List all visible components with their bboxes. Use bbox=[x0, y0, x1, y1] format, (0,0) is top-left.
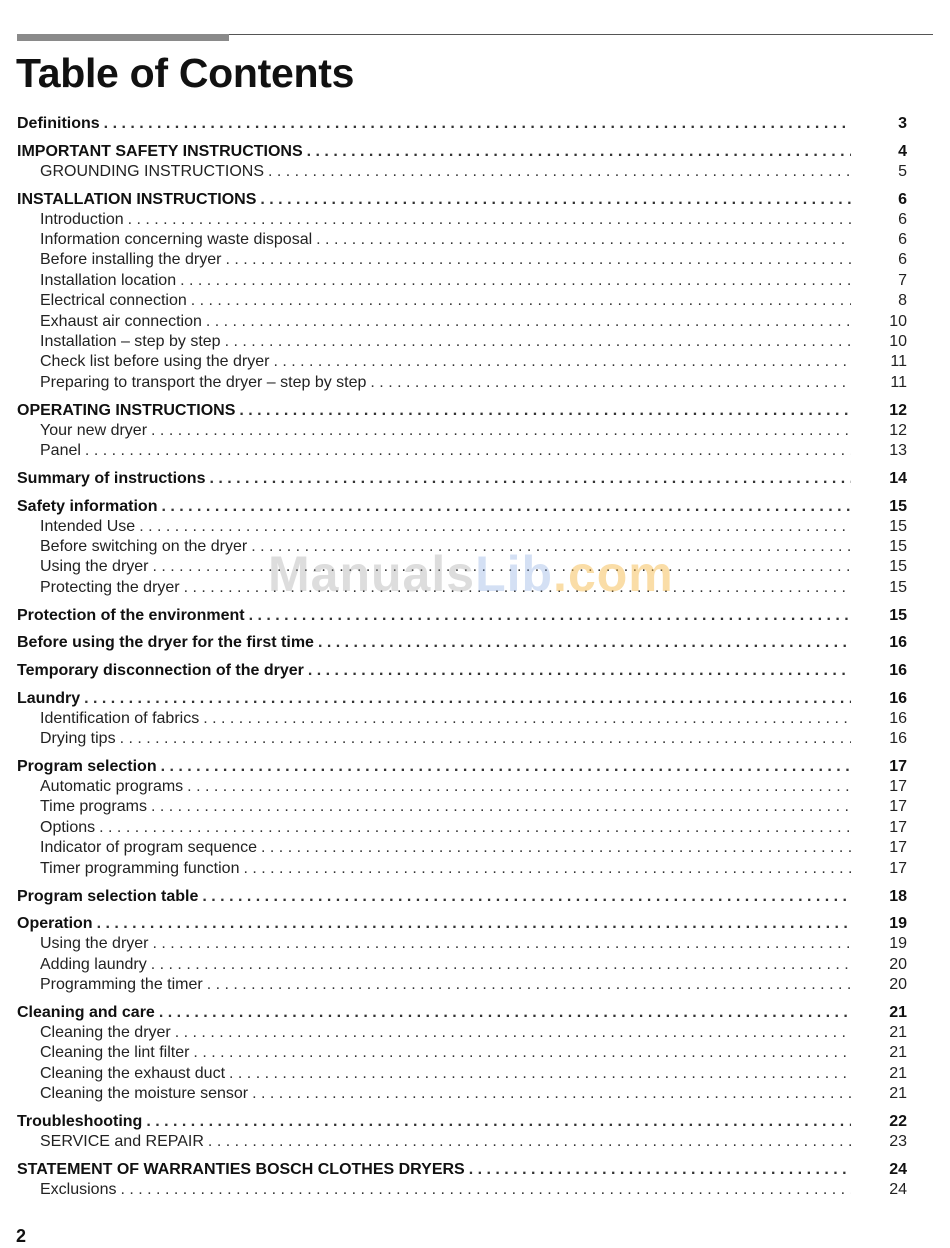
dot-leader bbox=[260, 189, 851, 210]
dot-leader bbox=[308, 660, 851, 681]
dot-leader bbox=[307, 141, 851, 162]
toc-subentry[interactable] bbox=[17, 729, 907, 749]
toc-entry-page: 24 bbox=[889, 1161, 907, 1179]
dot-leader bbox=[128, 210, 851, 230]
toc-section bbox=[17, 1111, 907, 1152]
toc-entry-label: Indicator of program sequence bbox=[40, 839, 258, 857]
toc-entry[interactable] bbox=[17, 660, 907, 681]
dot-leader bbox=[249, 605, 851, 626]
toc-entry-label: Program selection table bbox=[17, 887, 199, 905]
toc-entry-page: 15 bbox=[889, 538, 907, 556]
toc-entry-page: 10 bbox=[889, 332, 907, 350]
toc-subentry[interactable] bbox=[17, 352, 907, 372]
toc-entry-label: Installation location bbox=[40, 271, 177, 289]
toc-entry-label: GROUNDING INSTRUCTIONS bbox=[40, 162, 264, 180]
toc-section bbox=[17, 141, 907, 182]
dot-leader bbox=[161, 756, 851, 777]
dot-leader bbox=[243, 859, 851, 879]
toc-entry-label: Summary of instructions bbox=[17, 470, 206, 488]
toc-subentry[interactable] bbox=[17, 291, 907, 311]
toc-section bbox=[17, 756, 907, 879]
toc-entry-label: SERVICE and REPAIR bbox=[40, 1133, 204, 1151]
toc-entry-label: Panel bbox=[40, 442, 81, 460]
toc-subentry[interactable] bbox=[17, 312, 907, 332]
toc-entry-page: 16 bbox=[889, 634, 907, 652]
toc-entry-label: Cleaning the exhaust duct bbox=[40, 1064, 226, 1082]
toc-entry-label: Before switching on the dryer bbox=[40, 538, 248, 556]
dot-leader bbox=[104, 113, 851, 134]
toc-entry-page: 21 bbox=[889, 1023, 907, 1041]
toc-subentry[interactable] bbox=[17, 250, 907, 270]
dot-leader bbox=[273, 352, 851, 372]
dot-leader bbox=[207, 975, 851, 995]
dot-leader bbox=[203, 709, 851, 729]
toc-entry-page: 6 bbox=[898, 230, 907, 248]
toc-subentry[interactable] bbox=[17, 271, 907, 291]
toc-entry-page: 15 bbox=[889, 578, 907, 596]
toc-entry-label: Preparing to transport the dryer – step by step bbox=[40, 373, 367, 391]
toc-entry-label: Check list before using the dryer bbox=[40, 353, 270, 371]
toc-entry-label: Using the dryer bbox=[40, 935, 149, 953]
toc-entry-page: 18 bbox=[889, 887, 907, 905]
dot-leader bbox=[208, 1132, 851, 1152]
toc-entry-page: 16 bbox=[889, 689, 907, 707]
toc-section bbox=[17, 913, 907, 995]
toc-subentry[interactable] bbox=[17, 797, 907, 817]
watermark-part-2: Lib bbox=[475, 546, 554, 602]
toc-entry-label: Timer programming function bbox=[40, 859, 240, 877]
toc-subentry[interactable] bbox=[17, 210, 907, 230]
dot-leader bbox=[175, 1023, 851, 1043]
toc-entry-label: Identification of fabrics bbox=[40, 709, 200, 727]
toc-entry[interactable] bbox=[17, 688, 907, 709]
toc-entry[interactable] bbox=[17, 113, 907, 134]
toc-entry-page: 12 bbox=[889, 401, 907, 419]
toc-entry-label: Using the dryer bbox=[40, 558, 149, 576]
toc-entry-page: 17 bbox=[889, 818, 907, 836]
toc-entry[interactable] bbox=[17, 400, 907, 421]
watermark-part-1: Manuals bbox=[268, 546, 476, 602]
dot-leader bbox=[206, 312, 851, 332]
toc-entry-page: 21 bbox=[889, 1064, 907, 1082]
toc-subentry[interactable] bbox=[17, 838, 907, 858]
toc-subentry[interactable] bbox=[17, 332, 907, 352]
toc-subentry[interactable] bbox=[17, 578, 907, 598]
toc-entry-label: Protecting the dryer bbox=[40, 578, 180, 596]
toc-entry-label: Installation – step by step bbox=[40, 332, 221, 350]
toc-entry-label: Adding laundry bbox=[40, 955, 147, 973]
toc-entry-page: 21 bbox=[889, 1003, 907, 1021]
toc-entry-label: OPERATING INSTRUCTIONS bbox=[17, 401, 236, 419]
toc-entry-page: 20 bbox=[889, 975, 907, 993]
page-title: Table of Contents bbox=[16, 50, 355, 96]
toc-section bbox=[17, 468, 907, 489]
toc-entry-page: 5 bbox=[898, 162, 907, 180]
dot-leader bbox=[225, 332, 851, 352]
dot-leader bbox=[318, 632, 851, 653]
dot-leader bbox=[180, 271, 851, 291]
dot-leader bbox=[184, 578, 851, 598]
toc-subentry[interactable] bbox=[17, 709, 907, 729]
toc-subentry[interactable] bbox=[17, 373, 907, 393]
dot-leader bbox=[252, 1084, 851, 1104]
header-accent-bar bbox=[17, 34, 229, 41]
toc-entry-label: Your new dryer bbox=[40, 421, 148, 439]
toc-section bbox=[17, 632, 907, 653]
dot-leader bbox=[268, 162, 851, 182]
toc-entry-label: Program selection bbox=[17, 757, 157, 775]
toc-entry-label: Electrical connection bbox=[40, 292, 187, 310]
toc-entry-page: 3 bbox=[898, 115, 907, 132]
dot-leader bbox=[161, 496, 851, 517]
toc-entry-label: Definitions bbox=[17, 115, 100, 132]
dot-leader bbox=[120, 729, 851, 749]
toc-subentry[interactable] bbox=[17, 557, 907, 577]
toc-subentry[interactable] bbox=[17, 537, 907, 557]
toc-entry-page: 20 bbox=[889, 955, 907, 973]
toc-entry-label: Protection of the environment bbox=[17, 606, 245, 624]
toc-entry-page: 19 bbox=[889, 915, 907, 933]
toc-section bbox=[17, 660, 907, 681]
toc-entry-page: 6 bbox=[898, 210, 907, 228]
table-of-contents bbox=[17, 113, 907, 1207]
toc-entry-page: 15 bbox=[889, 497, 907, 515]
toc-section bbox=[17, 605, 907, 626]
dot-leader bbox=[261, 838, 851, 858]
toc-entry-label: Exclusions bbox=[40, 1181, 117, 1199]
toc-entry-page: 16 bbox=[889, 729, 907, 747]
dot-leader bbox=[469, 1159, 851, 1180]
toc-section bbox=[17, 496, 907, 599]
toc-entry-page: 17 bbox=[889, 757, 907, 775]
toc-section bbox=[17, 189, 907, 394]
toc-entry[interactable] bbox=[17, 756, 907, 777]
toc-entry-page: 22 bbox=[889, 1113, 907, 1131]
dot-leader bbox=[139, 517, 851, 537]
dot-leader bbox=[153, 934, 852, 954]
dot-leader bbox=[146, 1111, 851, 1132]
toc-subentry[interactable] bbox=[17, 230, 907, 250]
page-number: 2 bbox=[16, 1226, 27, 1246]
toc-entry-page: 12 bbox=[889, 421, 907, 439]
toc-entry-label: Temporary disconnection of the dryer bbox=[17, 662, 304, 679]
toc-subentry[interactable] bbox=[17, 934, 907, 954]
toc-section bbox=[17, 113, 907, 134]
toc-entry-label: Options bbox=[40, 818, 96, 836]
toc-entry-page: 6 bbox=[898, 190, 907, 208]
toc-entry-label: Cleaning and care bbox=[17, 1003, 155, 1021]
toc-section bbox=[17, 688, 907, 750]
dot-leader bbox=[187, 777, 851, 797]
dot-leader bbox=[239, 400, 851, 421]
toc-entry-page: 17 bbox=[889, 859, 907, 877]
dot-leader bbox=[99, 818, 851, 838]
toc-section bbox=[17, 1159, 907, 1200]
toc-entry-label: Before using the dryer for the first time bbox=[17, 634, 314, 652]
toc-entry-page: 23 bbox=[889, 1133, 907, 1151]
toc-entry-label: IMPORTANT SAFETY INSTRUCTIONS bbox=[17, 142, 303, 160]
toc-entry-label: Time programs bbox=[40, 798, 147, 816]
toc-entry-label: Exhaust air connection bbox=[40, 312, 202, 330]
toc-entry-label: Before installing the dryer bbox=[40, 251, 222, 269]
dot-leader bbox=[151, 955, 851, 975]
dot-leader bbox=[209, 468, 851, 489]
toc-entry-page: 14 bbox=[889, 470, 907, 488]
dot-leader bbox=[370, 373, 851, 393]
toc-entry[interactable] bbox=[17, 1159, 907, 1180]
toc-entry-label: Cleaning the moisture sensor bbox=[40, 1085, 249, 1103]
toc-subentry[interactable] bbox=[17, 955, 907, 975]
toc-subentry[interactable] bbox=[17, 421, 907, 441]
dot-leader bbox=[159, 1002, 851, 1023]
toc-entry[interactable] bbox=[17, 1111, 907, 1132]
toc-subentry[interactable] bbox=[17, 1043, 907, 1063]
toc-subentry[interactable] bbox=[17, 162, 907, 182]
dot-leader bbox=[202, 886, 851, 907]
toc-entry-label: STATEMENT OF WARRANTIES BOSCH CLOTHES DRYERS bbox=[17, 1161, 465, 1179]
dot-leader bbox=[151, 797, 851, 817]
dot-leader bbox=[84, 688, 851, 709]
dot-leader bbox=[316, 230, 851, 250]
toc-entry-label: Laundry bbox=[17, 689, 81, 707]
toc-entry-page: 16 bbox=[889, 662, 907, 679]
toc-entry-label: Information concerning waste disposal bbox=[40, 230, 313, 248]
toc-entry-page: 11 bbox=[890, 353, 907, 371]
toc-subentry[interactable] bbox=[17, 859, 907, 879]
toc-entry-page: 24 bbox=[889, 1181, 907, 1199]
toc-entry-page: 6 bbox=[898, 251, 907, 269]
toc-entry[interactable] bbox=[17, 189, 907, 210]
toc-entry-label: Drying tips bbox=[40, 729, 116, 747]
toc-section bbox=[17, 886, 907, 907]
toc-subentry[interactable] bbox=[17, 777, 907, 797]
dot-leader bbox=[120, 1180, 851, 1200]
toc-subentry[interactable] bbox=[17, 975, 907, 995]
toc-entry[interactable] bbox=[17, 632, 907, 653]
toc-entry-page: 21 bbox=[889, 1085, 907, 1103]
toc-entry[interactable] bbox=[17, 913, 907, 934]
toc-entry-page: 15 bbox=[889, 558, 907, 576]
toc-subentry[interactable] bbox=[17, 1064, 907, 1084]
toc-entry[interactable] bbox=[17, 141, 907, 162]
toc-subentry[interactable] bbox=[17, 441, 907, 461]
toc-entry[interactable] bbox=[17, 468, 907, 489]
toc-entry-page: 16 bbox=[889, 709, 907, 727]
toc-entry-page: 21 bbox=[889, 1044, 907, 1062]
toc-entry-page: 10 bbox=[889, 312, 907, 330]
toc-entry-label: Cleaning the dryer bbox=[40, 1023, 171, 1041]
toc-entry-label: Troubleshooting bbox=[17, 1113, 143, 1131]
toc-subentry[interactable] bbox=[17, 1084, 907, 1104]
toc-entry-page: 17 bbox=[889, 798, 907, 816]
toc-entry-page: 15 bbox=[889, 517, 907, 535]
dot-leader bbox=[229, 1064, 851, 1084]
toc-entry-page: 11 bbox=[890, 373, 907, 391]
toc-entry-label: Automatic programs bbox=[40, 777, 184, 795]
toc-subentry[interactable] bbox=[17, 1132, 907, 1152]
toc-entry-page: 15 bbox=[889, 606, 907, 624]
dot-leader bbox=[85, 441, 851, 461]
dot-leader bbox=[191, 291, 851, 311]
toc-entry-label: Safety information bbox=[17, 497, 158, 515]
toc-entry-page: 19 bbox=[889, 935, 907, 953]
dot-leader bbox=[193, 1043, 851, 1063]
dot-leader bbox=[225, 250, 851, 270]
dot-leader bbox=[151, 421, 851, 441]
toc-section bbox=[17, 1002, 907, 1105]
dot-leader bbox=[153, 557, 852, 577]
toc-subentry[interactable] bbox=[17, 818, 907, 838]
toc-entry-label: INSTALLATION INSTRUCTIONS bbox=[17, 190, 257, 208]
toc-entry-page: 7 bbox=[898, 271, 907, 289]
dot-leader bbox=[251, 537, 851, 557]
toc-subentry[interactable] bbox=[17, 1180, 907, 1200]
toc-subentry[interactable] bbox=[17, 1023, 907, 1043]
toc-entry[interactable] bbox=[17, 1002, 907, 1023]
toc-entry-label: Operation bbox=[17, 915, 93, 933]
toc-entry-label: Cleaning the lint filter bbox=[40, 1044, 190, 1062]
toc-entry-page: 8 bbox=[898, 292, 907, 310]
toc-entry-label: Programming the timer bbox=[40, 975, 203, 993]
toc-entry-page: 4 bbox=[898, 142, 907, 160]
dot-leader bbox=[97, 913, 851, 934]
toc-entry[interactable] bbox=[17, 605, 907, 626]
watermark-part-3: .com bbox=[553, 546, 674, 602]
toc-entry-label: Intended Use bbox=[40, 517, 136, 535]
toc-entry-page: 17 bbox=[889, 777, 907, 795]
toc-entry-page: 13 bbox=[889, 442, 907, 460]
toc-entry[interactable] bbox=[17, 886, 907, 907]
toc-entry-page: 17 bbox=[889, 839, 907, 857]
toc-subentry[interactable] bbox=[17, 517, 907, 537]
toc-entry[interactable] bbox=[17, 496, 907, 517]
toc-entry-label: Introduction bbox=[40, 210, 124, 228]
toc-section bbox=[17, 400, 907, 462]
